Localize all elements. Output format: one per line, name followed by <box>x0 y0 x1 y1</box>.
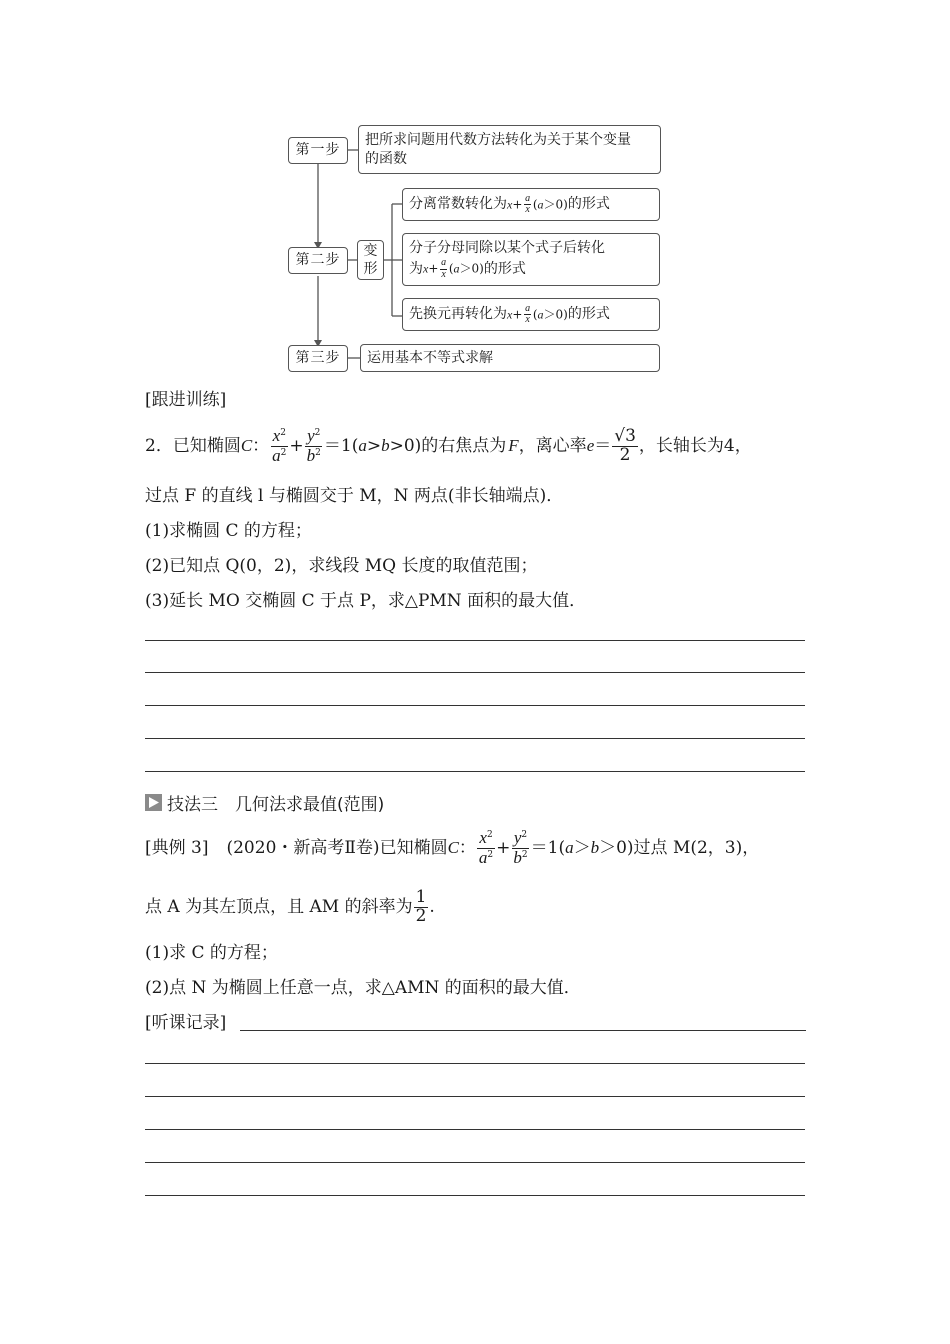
step2-box <box>288 247 348 274</box>
practice-label: [跟进训练] <box>145 390 227 410</box>
example-ellipse-equation: C ： $\frac{x^2}{a^2}$ + $\frac{y^2}{b^2}$ ＝1( a ＞ b ＞0) <box>447 827 634 867</box>
answer-line[interactable] <box>145 672 805 673</box>
answer-line[interactable] <box>145 705 805 706</box>
example-q2: (2)点 N 为椭圆上任意一点，求△AMN 的面积的最大值． <box>145 978 581 998</box>
step3-description <box>360 344 660 372</box>
technique-heading <box>145 790 384 815</box>
notes-line[interactable] <box>145 1195 805 1196</box>
notes-line[interactable] <box>145 1063 805 1064</box>
eccentricity-formula: e ＝ $\frac{√3}{2}$ <box>586 425 636 465</box>
step1-description <box>358 125 661 174</box>
step1-text-line2: 的函数 <box>365 151 407 167</box>
option3-box <box>402 298 660 331</box>
step1-text-line1: 把所求问题用代数方法转化为关于某个变量 <box>365 132 631 148</box>
technique-heading-text: 技法三 几何法求最值(范围) <box>167 795 385 815</box>
ellipse-equation: C ： $\frac{x^2}{a^2}$ + $\frac{y^2}{b^2}$ ＝1( a > b >0) <box>240 425 422 465</box>
example-tail: 过点 M(2，3)， <box>633 838 760 858</box>
notes-line[interactable] <box>240 1030 806 1031</box>
notes-line[interactable] <box>145 1096 805 1097</box>
option2-formula: x+ $\frac{a}{x}$ (a＞0) <box>423 257 484 280</box>
example-line2-prefix: 点 A 为其左顶点，且 AM 的斜率为 <box>145 897 413 917</box>
step3-box <box>288 345 348 372</box>
slope-fraction: $\frac{1}{2}$ <box>415 886 427 926</box>
option3-formula: x+ $\frac{a}{x}$ (a＞0) <box>507 302 568 325</box>
example-q1: (1)求 C 的方程； <box>145 943 278 963</box>
practice-q3: (3)延长 MO 交椭圆 C 于点 P，求△PMN 面积的最大值． <box>145 591 587 611</box>
option3-prefix: 先换元再转化为 <box>409 306 507 322</box>
option1-suffix: 的形式 <box>567 196 610 212</box>
step3-label: 第三步 <box>295 350 341 366</box>
practice-q2: (2)已知点 Q(0，2)，求线段 MQ 长度的取值范围； <box>145 556 538 576</box>
practice-problem-line2: 过点 F 的直线 l 与椭圆交于 M，N 两点(非长轴端点)． <box>145 486 564 506</box>
option2-line1: 分子分母同除以某个式子后转化 <box>409 240 605 256</box>
notes-label: [听课记录] <box>145 1013 227 1033</box>
option1-box <box>402 188 660 221</box>
option2-line2 <box>409 258 653 280</box>
problem-number: 2．已知椭圆 <box>145 436 241 456</box>
answer-line[interactable] <box>145 640 805 641</box>
step1-box <box>288 137 348 164</box>
transform-char1: 变 <box>363 243 378 259</box>
option2-box <box>402 233 660 286</box>
step2-label: 第二步 <box>295 252 341 268</box>
notes-line[interactable] <box>145 1162 805 1163</box>
period: . <box>429 897 435 917</box>
notes-line[interactable] <box>145 1129 805 1130</box>
example-source: (2020・新高考Ⅱ卷)已知椭圆 <box>226 838 448 858</box>
example-line2 <box>145 885 435 929</box>
practice-q1: (1)求椭圆 C 的方程； <box>145 521 312 541</box>
step3-text: 运用基本不等式求解 <box>367 349 493 366</box>
answer-line[interactable] <box>145 771 805 772</box>
eccentricity-label: ，离心率 <box>518 436 587 456</box>
option2-suffix: 的形式 <box>483 260 526 277</box>
example-line1 <box>145 821 759 875</box>
transform-box <box>357 240 384 280</box>
step1-label: 第一步 <box>295 142 341 158</box>
major-axis-text: ，长轴长为4， <box>638 436 752 456</box>
answer-line[interactable] <box>145 738 805 739</box>
intro-tail: 的右焦点为 <box>421 436 507 456</box>
option1-prefix: 分离常数转化为 <box>409 196 507 212</box>
transform-char2: 形 <box>363 261 378 277</box>
play-triangle-icon <box>145 794 162 811</box>
example-label: [典例 3] <box>145 838 209 858</box>
option1-formula: x+ $\frac{a}{x}$ (a＞0) <box>507 192 568 215</box>
option2-prefix: 为 <box>409 260 423 277</box>
practice-problem-line1: 2．已知椭圆 C ： $\frac{x^2}{a^2}$ + $\frac{y^2}{b^2}$ ＝1( a > b >0) 的右焦点为 F ，离心率 e ＝ $\frac{√3}{2}$ ，长轴长为4， <box>145 425 752 465</box>
option3-suffix: 的形式 <box>567 306 610 322</box>
